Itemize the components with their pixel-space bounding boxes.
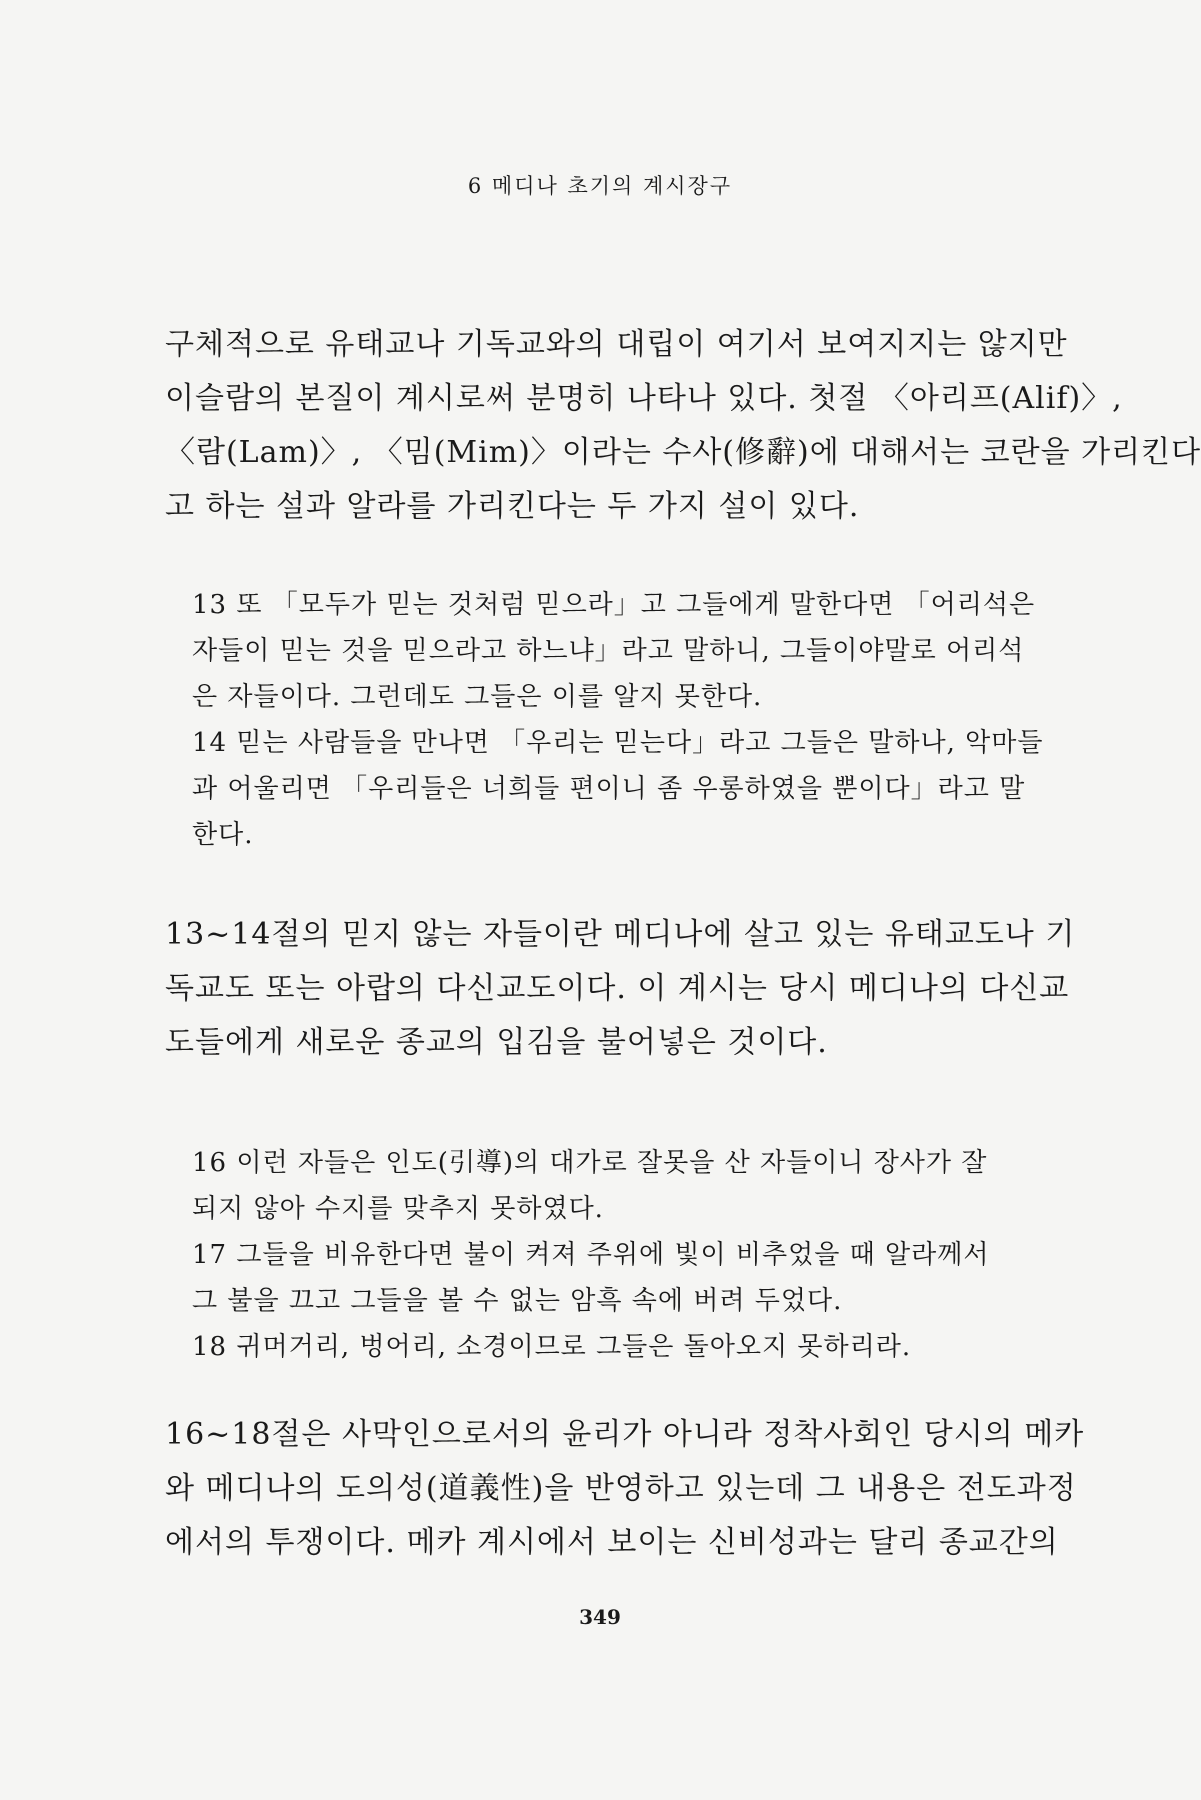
verse-line: 과 어울리면 「우리들은 너희들 편이니 좀 우롱하였을 뿐이다」라고 말: [192, 774, 1026, 804]
text-line: 에서의 투쟁이다. 메카 계시에서 보이는 신비성과는 달리 종교간의: [165, 1525, 1059, 1560]
text-line: 와 메디나의 도의성(道義性)을 반영하고 있는데 그 내용은 전도과정: [165, 1471, 1077, 1506]
verse-line: 16 이런 자들은 인도(引導)의 대가로 잘못을 산 자들이니 장사가 잘: [192, 1148, 988, 1178]
verse-block-13-14: [192, 582, 1042, 858]
verse-line: 18 귀머거리, 벙어리, 소경이므로 그들은 돌아오지 못하리라.: [192, 1332, 912, 1362]
text-line: 이슬람의 본질이 계시로써 분명히 나타나 있다. 첫절 〈아리프(Alif)〉,: [165, 381, 1123, 416]
paragraph-1: [165, 318, 1201, 534]
paragraph-3: [165, 1408, 1085, 1570]
text-line: 구체적으로 유태교나 기독교와의 대립이 여기서 보여지지는 않지만: [165, 327, 1068, 362]
text-line: 독교도 또는 아랍의 다신교도이다. 이 계시는 당시 메디나의 다신교: [165, 971, 1070, 1006]
verse-block-16-18: [192, 1140, 1042, 1370]
text-line: 13~14절의 믿지 않는 자들이란 메디나에 살고 있는 유태교도나 기: [165, 917, 1076, 952]
text-line: 고 하는 설과 알라를 가리킨다는 두 가지 설이 있다.: [165, 489, 860, 524]
text-line: 〈람(Lam)〉, 〈밈(Mim)〉이라는 수사(修辭)에 대해서는 코란을 가리킨다: [165, 435, 1201, 470]
verse-line: 되지 않아 수지를 맞추지 못하였다.: [192, 1194, 604, 1224]
paragraph-2: [165, 908, 1076, 1070]
verse-line: 자들이 믿는 것을 믿으라고 하느냐」라고 말하니, 그들이야말로 어리석: [192, 636, 1025, 666]
running-header: 6 메디나 초기의 계시장구: [467, 174, 733, 198]
verse-line: 14 믿는 사람들을 만나면 「우리는 믿는다」라고 그들은 말하나, 악마들: [192, 728, 1044, 758]
page-number: 349: [579, 1605, 621, 1629]
verse-line: 13 또 「모두가 믿는 것처럼 믿으라」고 그들에게 말한다면 「어리석은: [192, 590, 1036, 620]
verse-line: 은 자들이다. 그런데도 그들은 이를 알지 못한다.: [192, 682, 763, 712]
text-line: 도들에게 새로운 종교의 입김을 불어넣은 것이다.: [165, 1025, 828, 1060]
text-line: 16~18절은 사막인으로서의 윤리가 아니라 정착사회인 당시의 메카: [165, 1417, 1085, 1452]
verse-line: 17 그들을 비유한다면 불이 켜져 주위에 빛이 비추었을 때 알라께서: [192, 1240, 990, 1270]
verse-line: 한다.: [192, 820, 254, 850]
verse-line: 그 불을 끄고 그들을 볼 수 없는 암흑 속에 버려 두었다.: [192, 1286, 843, 1316]
